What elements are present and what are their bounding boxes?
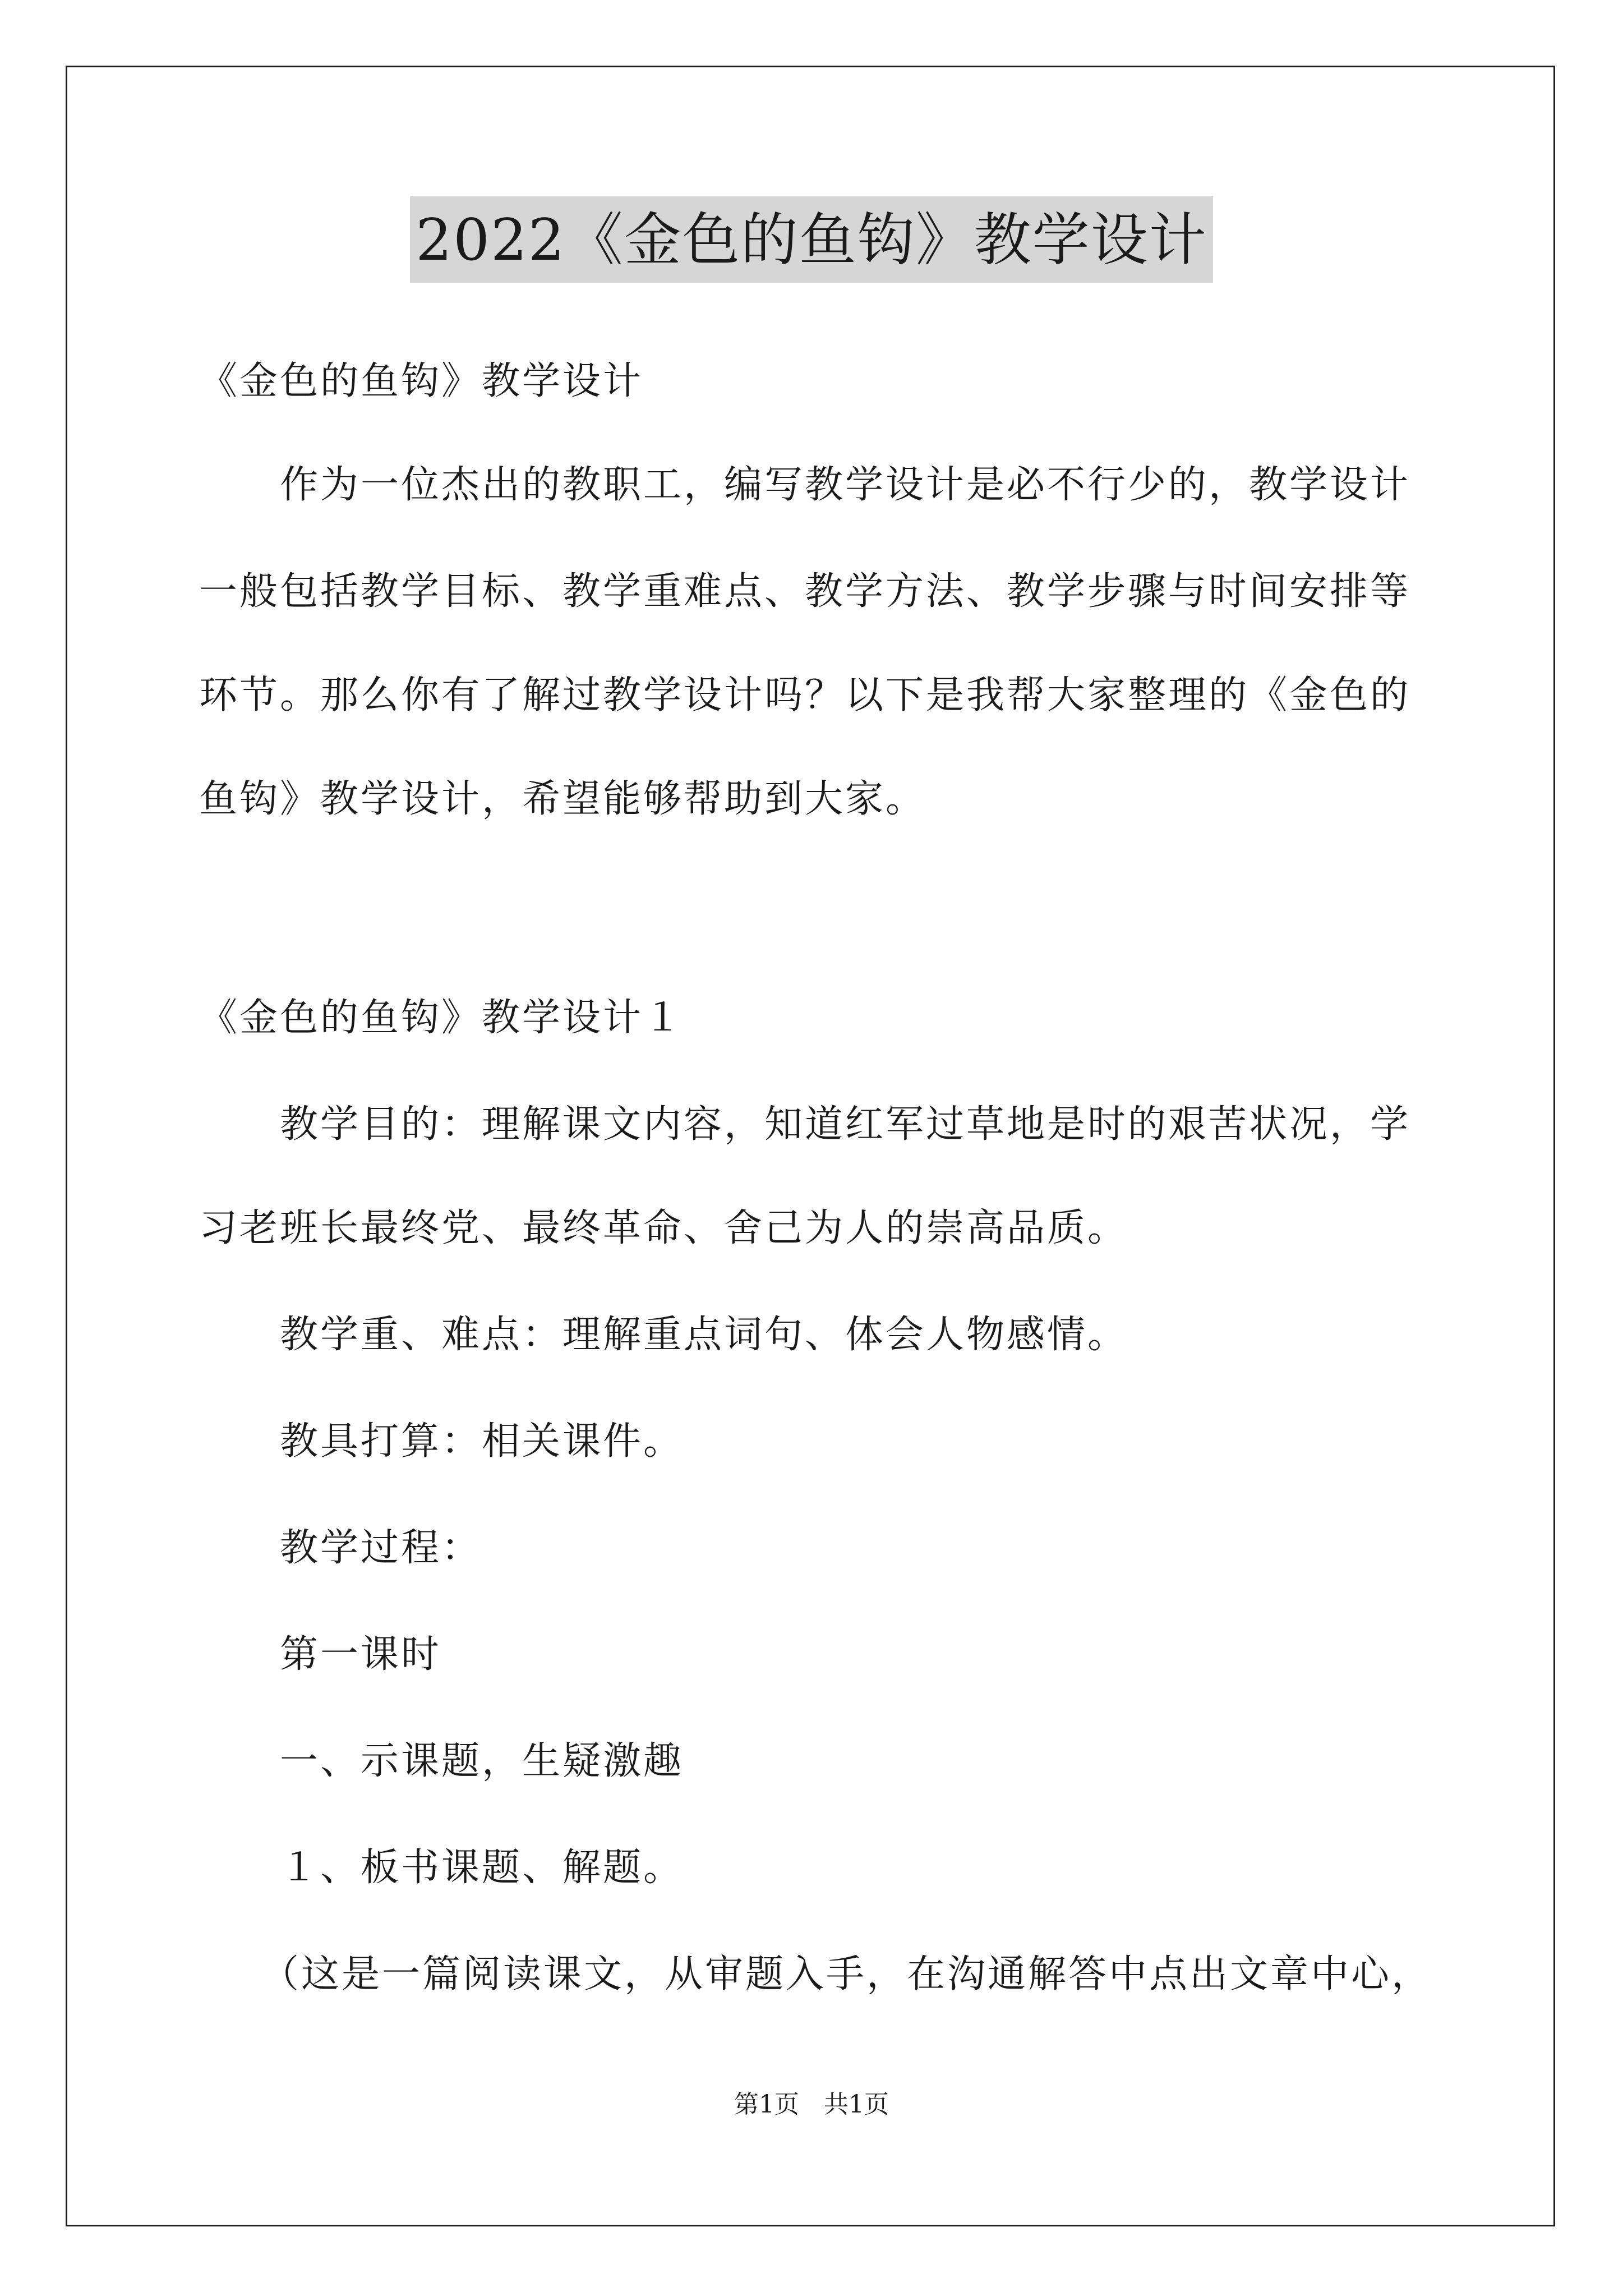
title-container: [0, 196, 1623, 283]
page-footer: 第1页 共1页: [734, 2090, 889, 2119]
paragraph-line: （这是一篇阅读课文，从审题入手，在沟通解答中点出文章中心，: [199, 1952, 1432, 1996]
paragraph-line: １、板书课题、解题。: [199, 1846, 684, 1890]
paragraph-line: 鱼钩》教学设计，希望能够帮助到大家。: [199, 777, 926, 821]
paragraph-line: 教学目的：理解课文内容，知道红军过草地是时的艰苦状况，学: [199, 1102, 1411, 1147]
document-title: 2022《金色的鱼钩》教学设计: [410, 196, 1213, 283]
paragraph-line: 习老班长最终党、最终革命、舍己为人的崇高品质。: [199, 1206, 1128, 1250]
paragraph-line: 教学过程：: [199, 1526, 482, 1570]
paragraph-line: 第一课时: [199, 1632, 442, 1677]
paragraph-line: 作为一位杰出的教职工，编写教学设计是必不行少的，教学设计: [199, 463, 1411, 507]
paragraph-line: 教学重、难点：理解重点词句、体会人物感情。: [199, 1313, 1128, 1357]
paragraph-line: 教具打算：相关课件。: [199, 1419, 684, 1464]
paragraph-line: 环节。那么你有了解过教学设计吗？以下是我帮大家整理的《金色的: [199, 673, 1411, 717]
paragraph-line: 一般包括教学目标、教学重难点、教学方法、教学步骤与时间安排等: [199, 569, 1411, 614]
section-heading: 《金色的鱼钩》教学设计１: [199, 996, 684, 1040]
paragraph-line: 一、示课题，生疑激趣: [199, 1739, 684, 1783]
subtitle-line: 《金色的鱼钩》教学设计: [199, 359, 644, 403]
